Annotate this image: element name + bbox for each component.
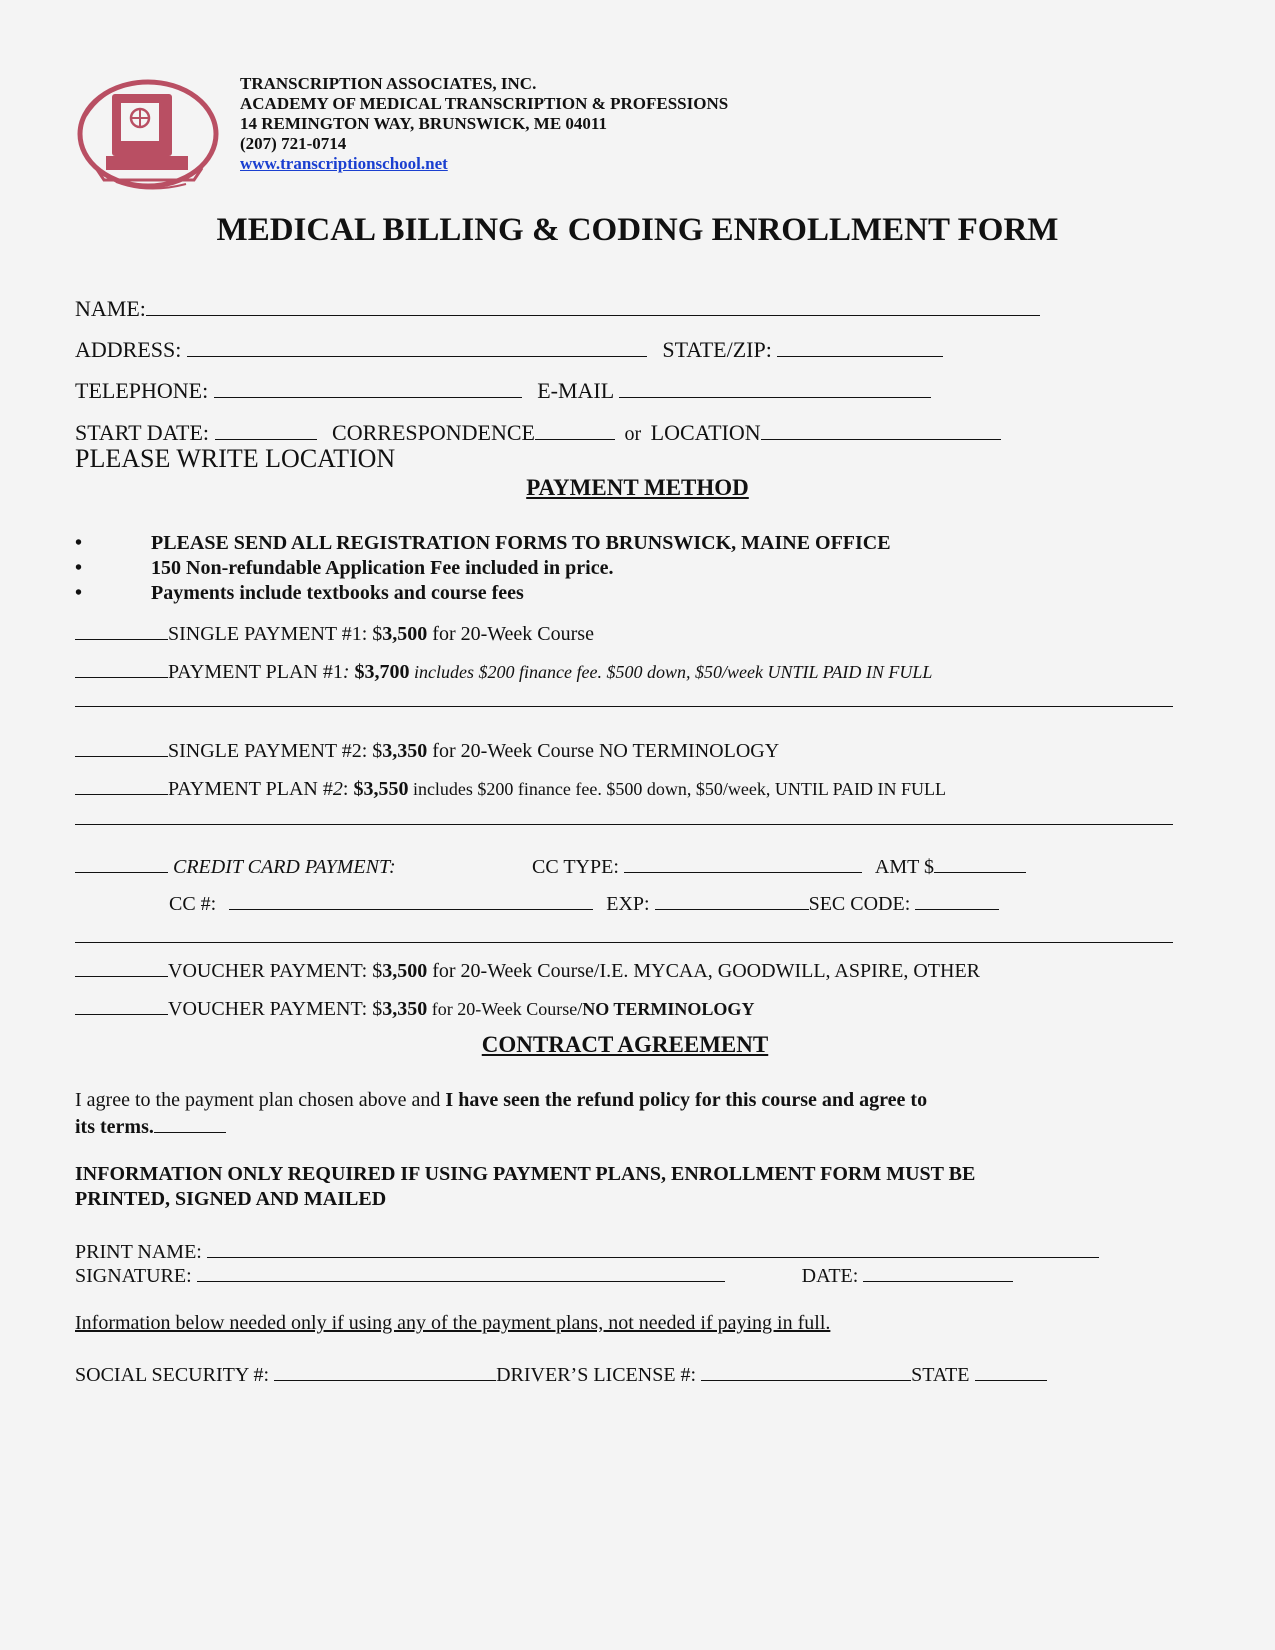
print-name-label: PRINT NAME: bbox=[75, 1241, 202, 1263]
start-date-row bbox=[75, 418, 1001, 446]
company-phone: (207) 721-0714 bbox=[240, 134, 347, 153]
cc-number-label: CC #: bbox=[169, 893, 217, 915]
location-label: LOCATION bbox=[650, 419, 761, 445]
cc-number-field[interactable] bbox=[229, 890, 593, 910]
academy-name: ACADEMY OF MEDICAL TRANSCRIPTION & PROFESSIONS bbox=[240, 94, 729, 113]
location-field[interactable] bbox=[761, 418, 1001, 440]
payment-plan-2-row: PAYMENT PLAN #2: $3,550 includes $200 finance fee. $500 down, $50/week, UNTIL PAID IN FULL bbox=[75, 775, 946, 801]
or-text: or bbox=[624, 422, 642, 445]
address-field[interactable] bbox=[187, 335, 647, 357]
bullet-item: • 150 Non-refundable Application Fee included in price. bbox=[75, 557, 614, 579]
address-row bbox=[75, 335, 943, 363]
voucher-2-row: VOUCHER PAYMENT: $3,350 for 20-Week Course/NO TERMINOLOGY bbox=[75, 995, 754, 1021]
address-label: ADDRESS: bbox=[75, 336, 182, 362]
telephone-label: TELEPHONE: bbox=[75, 377, 209, 403]
drivers-license-label: DRIVER’S LICENSE #: bbox=[496, 1364, 697, 1386]
single-payment-2-row: SINGLE PAYMENT #2: $3,350 for 20-Week Course NO TERMINOLOGY bbox=[75, 737, 779, 763]
amt-label: AMT $ bbox=[874, 856, 934, 878]
state-label: STATE bbox=[911, 1364, 970, 1386]
id-row bbox=[75, 1361, 1047, 1387]
sec-code-field[interactable] bbox=[915, 890, 999, 910]
name-field[interactable] bbox=[146, 294, 1040, 316]
computer-logo-icon bbox=[76, 76, 224, 194]
single-payment-1-checkbox[interactable] bbox=[75, 620, 168, 640]
amt-field[interactable] bbox=[934, 853, 1026, 873]
signature-row bbox=[75, 1262, 1013, 1288]
info-below-note: Information below needed only if using any of the payment plans, not needed if paying in full. bbox=[75, 1312, 831, 1334]
company-name: TRANSCRIPTION ASSOCIATES, INC. bbox=[240, 74, 537, 93]
state-field[interactable] bbox=[975, 1361, 1047, 1381]
payment-plan-notice: INFORMATION ONLY REQUIRED IF USING PAYMENT PLANS, ENROLLMENT FORM MUST BE PRINTED, SIGNED AND MAILED bbox=[75, 1163, 976, 1210]
payment-method-heading: PAYMENT METHOD bbox=[526, 475, 749, 500]
bullet-item: • Payments include textbooks and course fees bbox=[75, 582, 524, 604]
website-link[interactable]: www.transcriptionschool.net bbox=[240, 154, 448, 173]
email-label: E-MAIL bbox=[537, 377, 614, 403]
write-location-note: PLEASE WRITE LOCATION bbox=[75, 444, 396, 473]
signature-field[interactable] bbox=[197, 1262, 725, 1282]
telephone-field[interactable] bbox=[214, 376, 522, 398]
divider bbox=[75, 824, 1173, 825]
signature-label: SIGNATURE: bbox=[75, 1265, 192, 1287]
date-field[interactable] bbox=[863, 1262, 1013, 1282]
payment-bullets bbox=[75, 531, 891, 606]
correspondence-label: CORRESPONDENCE bbox=[332, 419, 535, 445]
ssn-field[interactable] bbox=[274, 1361, 496, 1381]
cc-type-label: CC TYPE: bbox=[532, 856, 619, 878]
company-address: 14 REMINGTON WAY, BRUNSWICK, ME 04011 bbox=[240, 114, 607, 133]
name-row bbox=[75, 294, 1040, 322]
letterhead bbox=[240, 74, 728, 174]
credit-card-label: CREDIT CARD PAYMENT: bbox=[173, 856, 396, 878]
voucher-1-checkbox[interactable] bbox=[75, 957, 168, 977]
email-field[interactable] bbox=[619, 376, 931, 398]
state-zip-label: STATE/ZIP: bbox=[662, 336, 772, 362]
telephone-row bbox=[75, 376, 931, 404]
start-date-label: START DATE: bbox=[75, 419, 210, 445]
exp-label: EXP: bbox=[606, 893, 650, 915]
divider bbox=[75, 942, 1173, 943]
name-label: NAME: bbox=[75, 295, 146, 321]
drivers-license-field[interactable] bbox=[701, 1361, 911, 1381]
ssn-label: SOCIAL SECURITY #: bbox=[75, 1364, 270, 1386]
exp-field[interactable] bbox=[655, 890, 809, 910]
single-payment-2-checkbox[interactable] bbox=[75, 737, 168, 757]
voucher-2-checkbox[interactable] bbox=[75, 995, 168, 1015]
correspondence-field[interactable] bbox=[535, 418, 615, 440]
voucher-1-row: VOUCHER PAYMENT: $3,500 for 20-Week Course/I.E. MYCAA, GOODWILL, ASPIRE, OTHER bbox=[75, 957, 980, 983]
bullet-item: • PLEASE SEND ALL REGISTRATION FORMS TO BRUNSWICK, MAINE OFFICE bbox=[75, 532, 891, 554]
print-name-field[interactable] bbox=[207, 1238, 1099, 1258]
credit-card-row bbox=[75, 853, 396, 879]
cc-type-row bbox=[532, 853, 1026, 879]
state-zip-field[interactable] bbox=[777, 335, 943, 357]
date-label: DATE: bbox=[801, 1265, 859, 1287]
start-date-field[interactable] bbox=[215, 418, 317, 440]
single-payment-1-row: SINGLE PAYMENT #1: $3,500 for 20-Week Course bbox=[75, 620, 594, 646]
credit-card-checkbox[interactable] bbox=[75, 853, 168, 873]
agreement-initials-field[interactable] bbox=[154, 1113, 226, 1133]
cc-type-field[interactable] bbox=[624, 853, 862, 873]
sec-code-label: SEC CODE: bbox=[808, 893, 911, 915]
cc-number-row bbox=[169, 890, 999, 916]
agreement-text: I agree to the payment plan chosen above and I have seen the refund policy for this course and agree to its terms. bbox=[75, 1089, 928, 1138]
print-name-row bbox=[75, 1238, 1099, 1264]
payment-plan-1-checkbox[interactable] bbox=[75, 658, 168, 678]
payment-plan-2-checkbox[interactable] bbox=[75, 775, 168, 795]
page-title: MEDICAL BILLING & CODING ENROLLMENT FORM bbox=[216, 212, 1059, 248]
divider bbox=[75, 706, 1173, 707]
contract-agreement-heading: CONTRACT AGREEMENT bbox=[481, 1032, 769, 1057]
payment-plan-1-row: PAYMENT PLAN #1: $3,700 includes $200 finance fee. $500 down, $50/week UNTIL PAID IN FULL bbox=[75, 658, 932, 684]
